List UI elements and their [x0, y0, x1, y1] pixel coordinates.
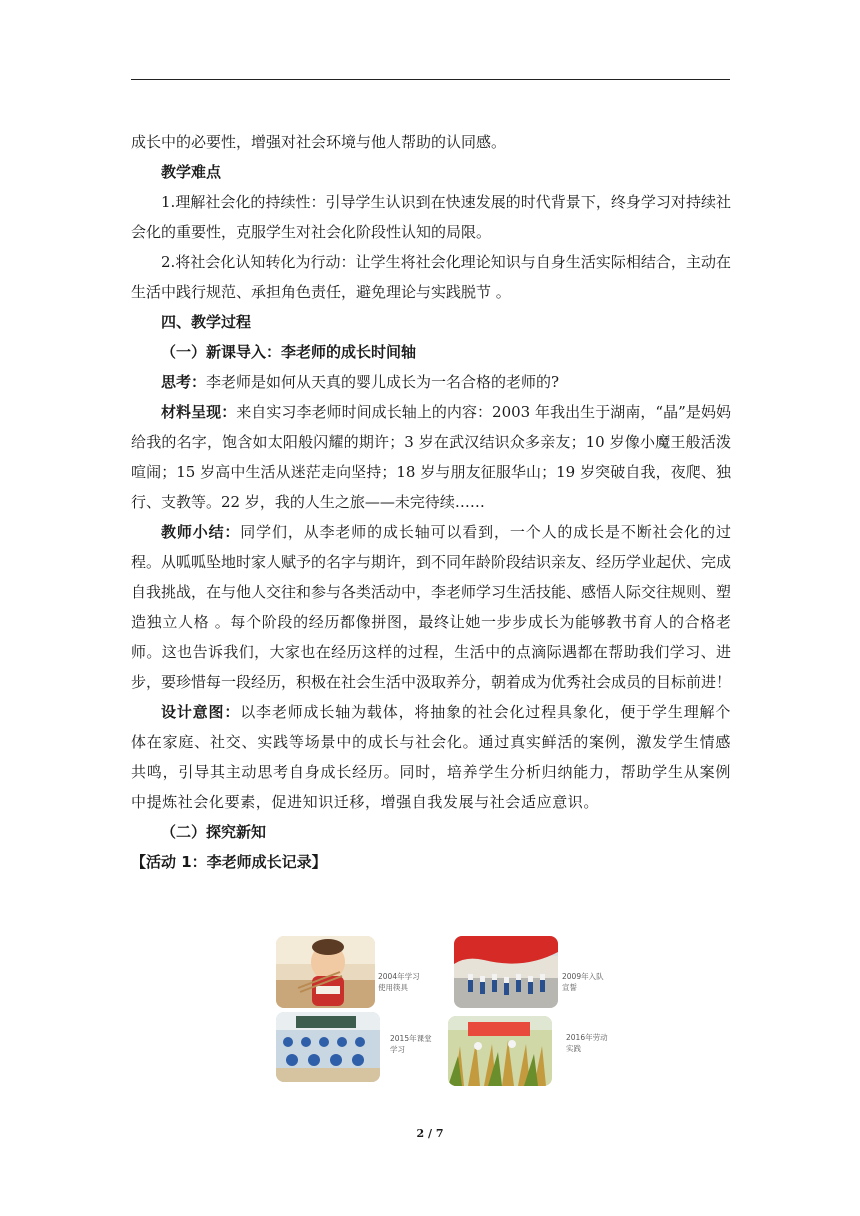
- think-text: 李老师是如何从天真的婴儿成长为一名合格的老师的?: [206, 373, 560, 391]
- body-text: [131, 127, 731, 877]
- photo-caption-3: 2015年课堂学习: [390, 1034, 432, 1054]
- design-label: 设计意图：: [161, 703, 241, 721]
- photo-caption-1: 2004年学习使用筷具: [378, 972, 420, 992]
- difficulty-item-2: 2.将社会化认知转化为行动：让学生将社会化理论知识与自身生活实际相结合，主动在生活中践行规范、承担角色责任，避免理论与实践脱节 。: [131, 253, 731, 301]
- page-number: 2 / 7: [416, 1127, 444, 1140]
- photo-pioneer-oath: [454, 936, 558, 1008]
- photo-caption-4: 2016年劳动实践: [566, 1033, 608, 1053]
- explore-heading: （二）探究新知: [161, 823, 267, 841]
- material-label: 材料呈现：: [161, 403, 237, 421]
- summary-label: 教师小结：: [161, 523, 241, 541]
- summary-text: 同学们，从李老师的成长轴可以看到，一个人的成长是不断社会化的过程。从呱呱坠地时家人赋予的名字与期许，到不同年龄阶段结识亲友、经历学业起伏、完成自我挑战，在与他人交往和参与各类活动中，李老师学习生活技能、感悟人际交往规则、塑造独立人格 。每个阶段的经历都像拼图，最终让她一步步成长为能够教书育人的合格老师。这也告诉我们，大家也在经历这样的过程，生活中的点滴际遇都在帮助我们学习、进步，要珍惜每一段经历，积极在社会生活中汲取养分，朝着成为优秀社会成员的目标前进！: [131, 523, 732, 691]
- activity-heading: 【活动 1：李老师成长记录】: [131, 853, 327, 871]
- photo-classroom: [276, 1012, 380, 1082]
- difficulty-heading: 教学难点: [161, 163, 222, 181]
- think-label: 思考：: [161, 373, 207, 391]
- header-rule: [131, 79, 730, 80]
- photo-labor-practice: [448, 1016, 552, 1086]
- process-heading: 四、教学过程: [161, 313, 252, 331]
- growth-photo-collage: [272, 934, 632, 1086]
- material-paragraph: [131, 397, 731, 517]
- difficulty-item-1: 1.理解社会化的持续性：引导学生认识到在快速发展的时代背景下，终身学习对持续社会化的重要性，克服学生对社会化阶段性认知的局限。: [131, 193, 731, 241]
- intro-heading: （一）新课导入：李老师的成长时间轴: [161, 343, 417, 361]
- design-paragraph: [131, 697, 731, 817]
- photo-caption-2: 2009年入队宣誓: [562, 972, 604, 992]
- photo-baby-chopsticks: [276, 936, 375, 1008]
- continuation-paragraph: 成长中的必要性，增强对社会环境与他人帮助的认同感。: [131, 133, 507, 151]
- think-paragraph: [131, 367, 731, 397]
- design-text: 以李老师成长轴为载体，将抽象的社会化过程具象化，便于学生理解个体在家庭、社交、实践等场景中的成长与社会化。通过真实鲜活的案例，激发学生情感共鸣，引导其主动思考自身成长经历。同时，培养学生分析归纳能力，帮助学生从案例中提炼社会化要素，促进知识迁移，增强自我发展与社会适应意识。: [131, 703, 731, 811]
- summary-paragraph: [131, 517, 731, 697]
- material-text: 来自实习李老师时间成长轴上的内容：2003 年我出生于湖南，“晶”是妈妈给我的名字，饱含如太阳般闪耀的期许；3 岁在武汉结识众多亲友；10 岁像小魔王般活泼喧闹；15 岁高中生活从迷茫走向坚持；18 岁与朋友征服华山；19 岁突破自我，夜爬、独行、支教等。22 岁，我的人生之旅——未完待续……: [131, 403, 731, 511]
